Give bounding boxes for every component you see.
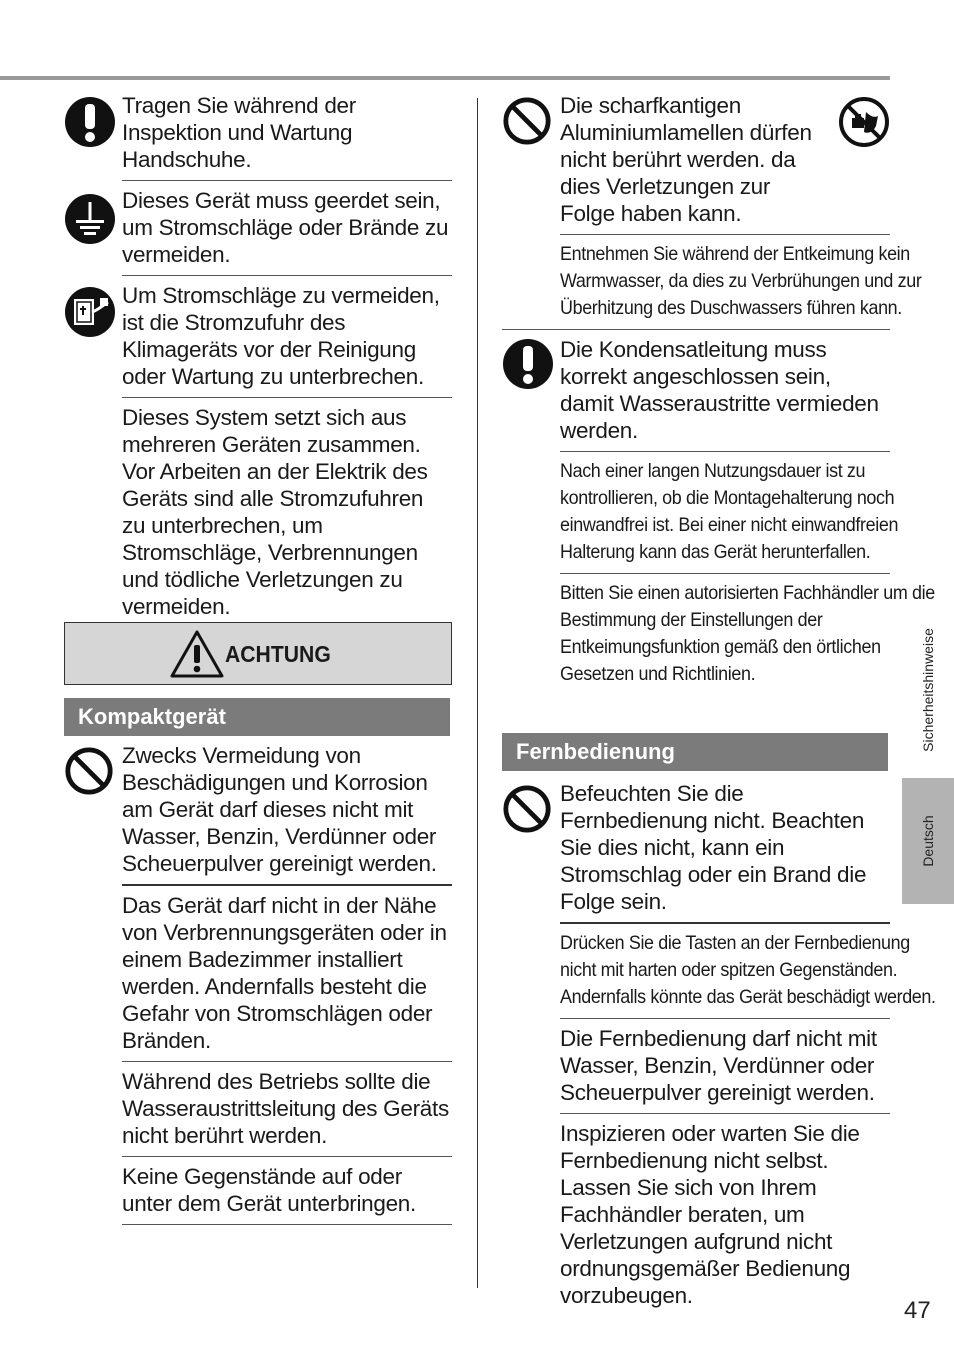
list-item [502, 330, 890, 452]
caution-label: ACHTUNG [225, 640, 331, 667]
side-tab-language [902, 778, 954, 904]
item-text: Dieses System setzt sich aus mehreren Geräten zusammen. Vor Arbeiten an der Elektrik des Geräts sind alle Stromzufuhren zu unterbrechen, um Stromschläge, Verbrennungen und tödliche Verletzungen zu vermeiden. [122, 405, 428, 619]
ground-icon [64, 193, 116, 245]
list-item [502, 1019, 890, 1114]
section-title: Kompaktgerät [64, 698, 450, 736]
prohibited-icon [64, 746, 114, 796]
item-text: Keine Gegenstände auf oder unter dem Gerät unterbringen. [122, 1164, 416, 1216]
item-text: Drücken Sie die Tasten an der Fernbedienung nicht mit harten oder spitzen Gegenständen. Andernfalls könnte das Gerät beschädigt werden. [560, 932, 936, 1008]
exclamation-circle-icon [502, 338, 554, 390]
side-tab-section [902, 610, 954, 770]
item-text: Tragen Sie während der Inspektion und Wartung Handschuhe. [122, 93, 356, 172]
prohibited-icon [502, 96, 552, 146]
section-title: Fernbedienung [502, 733, 888, 771]
item-text: Bitten Sie einen autorisierten Fachhändler um die Bestimmung der Einstellungen der Entkeimungsfunktion gemäß den örtlichen Gesetzen und Richtlinien. [560, 582, 935, 685]
side-tab-language-label: Deutsch [920, 815, 936, 867]
list-item [64, 886, 452, 1062]
list-item [64, 398, 452, 620]
list-item [502, 92, 890, 235]
list-item [64, 92, 452, 181]
column-divider [477, 98, 478, 1288]
list-item [502, 574, 935, 688]
list-item [64, 1062, 452, 1157]
list-item [64, 181, 452, 276]
exclamation-circle-icon [64, 96, 116, 148]
item-text: Das Gerät darf nicht in der Nähe von Verbrennungsgeräten oder in einem Badezimmer installiert werden. Andernfalls besteht die Gefahr von Stromschlägen oder Bränden. [122, 893, 447, 1053]
list-item [502, 924, 936, 1019]
list-item [502, 452, 899, 574]
warning-triangle-icon [169, 629, 225, 679]
top-rule [0, 76, 890, 80]
list-item [64, 1157, 452, 1225]
item-text: Dieses Gerät muss geerdet sein, um Stromschläge oder Brände zu vermeiden. [122, 188, 449, 267]
item-text: Befeuchten Sie die Fernbedienung nicht. Beachten Sie dies nicht, kann ein Stromschlag oder ein Brand die Folge sein. [560, 781, 867, 914]
disconnect-power-icon [64, 286, 116, 338]
item-text: Zwecks Vermeidung von Beschädigungen und Korrosion am Gerät darf dieses nicht mit Wasser, Benzin, Verdünner oder Scheuerpulver gereinigt werden. [122, 743, 437, 876]
prohibited-icon [502, 784, 552, 834]
item-text: Während des Betriebs sollte die Wasseraustrittsleitung des Geräts nicht berührt werden. [122, 1069, 449, 1148]
list-item [502, 1114, 890, 1309]
item-text: Die scharfkantigen Aluminiumlamellen dürfen nicht berührt werden. da dies Verletzungen zur Folge haben kann. [560, 93, 812, 226]
page-number: 47 [904, 1297, 931, 1324]
item-text: Um Stromschläge zu vermeiden, ist die Stromzufuhr des Klimageräts vor der Reinigung oder Wartung zu unterbrechen. [122, 283, 440, 389]
item-text: Inspizieren oder warten Sie die Fernbedienung nicht selbst. Lassen Sie sich von Ihrem Fachhändler beraten, um Verletzungen aufgrund nicht ordnungsgemäßer Bedienung vorzubeugen. [560, 1121, 860, 1308]
item-text: Die Fernbedienung darf nicht mit Wasser, Benzin, Verdünner oder Scheuerpulver gereinigt werden. [560, 1026, 877, 1105]
item-text: Die Kondensatleitung muss korrekt angeschlossen sein, damit Wasseraustritte vermieden werden. [560, 337, 879, 443]
list-item [502, 235, 922, 330]
side-tab-section-label: Sicherheitshinweise [920, 628, 936, 752]
list-item [64, 276, 452, 398]
item-text: Entnehmen Sie während der Entkeimung kein Warmwasser, da dies zu Verbrühungen und zur Überhitzung des Duschwassers führen kann. [560, 243, 922, 319]
item-text: Nach einer langen Nutzungsdauer ist zu kontrollieren, ob die Montagehalterung noch einwandfrei ist. Bei einer nicht einwandfreien Halterung kann das Gerät herunterfallen. [560, 460, 899, 563]
no-touch-icon [838, 96, 890, 148]
list-item [64, 742, 452, 886]
caution-banner [64, 622, 452, 685]
left-column [64, 92, 452, 620]
left-section-list [64, 742, 452, 1225]
list-item [502, 780, 890, 924]
right-column [502, 92, 935, 688]
